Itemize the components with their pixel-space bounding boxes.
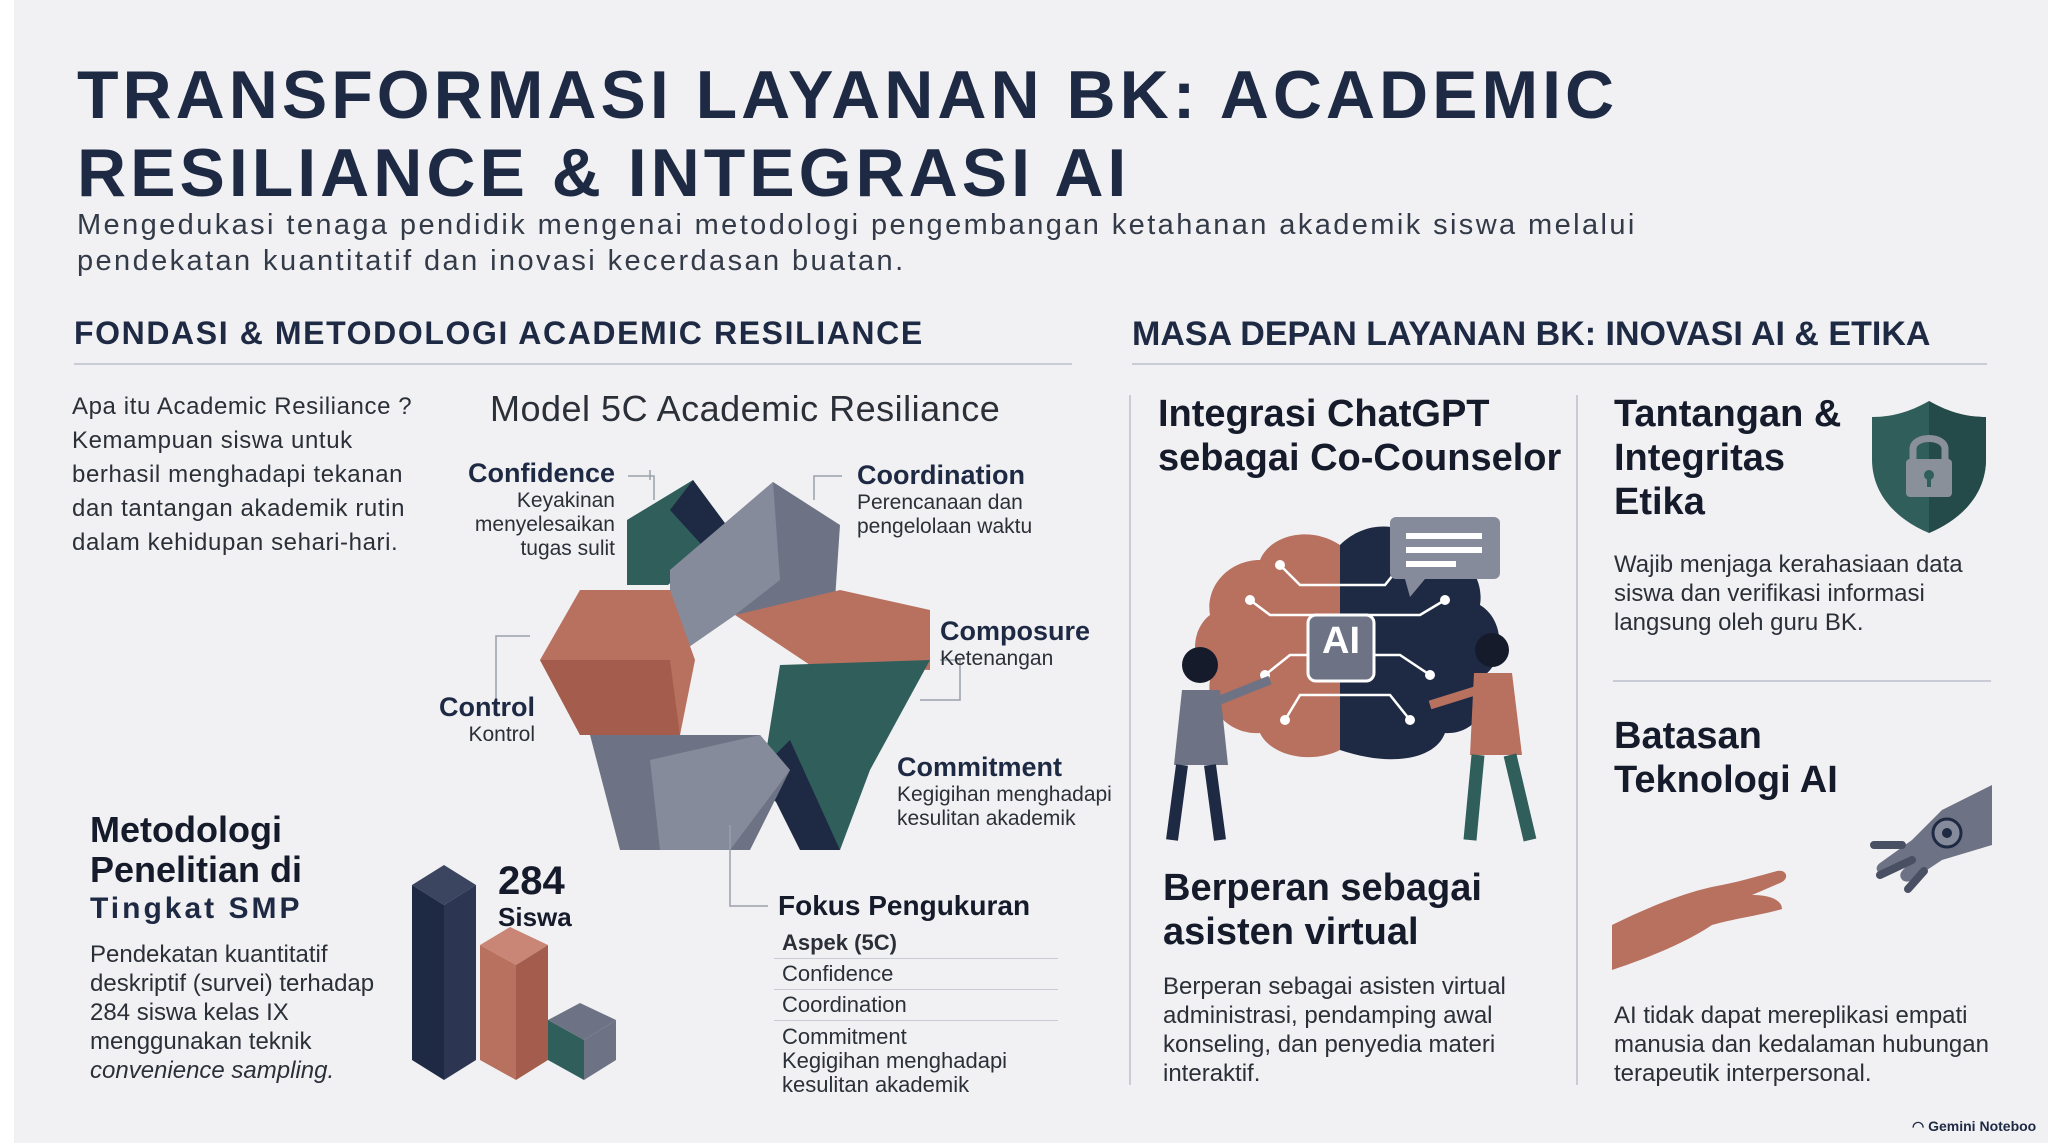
chatgpt-title: Integrasi ChatGPT sebagai Co-Counselor bbox=[1158, 393, 1562, 479]
limits-title: Batasan Teknologi AI bbox=[1614, 715, 1838, 801]
shield-lock-icon bbox=[1870, 397, 1988, 535]
focus-table-header: Aspek (5C) bbox=[774, 928, 1058, 959]
methodology-block bbox=[90, 810, 420, 1085]
label-composure: Composure Ketenangan bbox=[940, 616, 1091, 670]
sample-count: 284 bbox=[498, 859, 565, 903]
page-subtitle: Mengedukasi tenaga pendidik mengenai metodologi pengembangan ketahanan akademik siswa melalui pendekatan kuantitatif dan inovasi kecerdasan buatan. bbox=[77, 209, 1637, 277]
label-coordination: Coordination Perencanaan dan pengelolaan waktu bbox=[857, 460, 1033, 538]
focus-table bbox=[774, 928, 1058, 1097]
sample-count-unit: Siswa bbox=[498, 902, 572, 932]
ai-chip-label: AI bbox=[1322, 620, 1360, 662]
gemini-watermark: ◠ Gemini Noteboo bbox=[1912, 1118, 2037, 1134]
label-commitment: Commitment Kegigihan menghadapi kesulitan akademik bbox=[897, 752, 1112, 830]
methodology-title-1: Metodologi bbox=[90, 809, 282, 850]
right-divider-left bbox=[1129, 395, 1131, 1085]
right-divider-horizontal bbox=[1613, 680, 1991, 682]
page-title: TRANSFORMASI LAYANAN BK: ACADEMIC RESILIANCE & INTEGRASI AI bbox=[77, 57, 1619, 211]
focus-table-row: Commitment Kegigihan menghadapi kesulitan akademik bbox=[782, 1024, 1008, 1097]
focus-table-row: Coordination bbox=[774, 990, 1058, 1021]
definition-text: Apa itu Academic Resiliance ? Kemampuan siswa untuk berhasil menghadapi tekanan dan tantangan akademik rutin dalam kehidupan sehari-hari. bbox=[72, 393, 413, 556]
role-text: Berperan sebagai asisten virtual administrasi, pendamping awal konseling, dan penyedia materi interaktif. bbox=[1163, 973, 1506, 1087]
watermark-icon: ◠ bbox=[1912, 1118, 1925, 1134]
model-title: Model 5C Academic Resiliance bbox=[490, 388, 1001, 429]
label-control: Control Kontrol bbox=[439, 692, 535, 746]
methodology-text: Pendekatan kuantitatif deskriptif (survei) terhadap 284 siswa kelas IX menggunakan teknik convenience sampling. bbox=[90, 941, 375, 1084]
focus-title: Fokus Pengukuran bbox=[778, 890, 1031, 921]
focus-table-row: Confidence bbox=[774, 959, 1058, 990]
right-section-heading: MASA DEPAN LAYANAN BK: INOVASI AI & ETIKA bbox=[1132, 315, 1931, 353]
right-section-rule bbox=[1132, 363, 1987, 365]
limits-text: AI tidak dapat mereplikasi empati manusia dan kedalaman hubungan terapeutik interpersonal. bbox=[1614, 1002, 1989, 1087]
ai-brain-illustration bbox=[1160, 505, 1540, 850]
left-section-heading: FONDASI & METODOLOGI ACADEMIC RESILIANCE bbox=[74, 315, 924, 351]
human-robot-hands-icon bbox=[1612, 785, 1992, 985]
ethics-title: Tantangan & Integritas Etika bbox=[1614, 393, 1842, 523]
methodology-title-2: Penelitian di bbox=[90, 849, 303, 890]
ethics-text: Wajib menjaga kerahasiaan data siswa dan verifikasi informasi langsung oleh guru BK. bbox=[1614, 551, 1963, 636]
label-confidence: Confidence Keyakinan menyelesaikan tugas sulit bbox=[467, 458, 615, 560]
role-title: Berperan sebagai asisten virtual bbox=[1163, 867, 1482, 953]
methodology-text-italic: convenience sampling. bbox=[90, 1057, 335, 1084]
methodology-title-3: Tingkat SMP bbox=[90, 892, 303, 925]
right-divider-middle bbox=[1576, 395, 1578, 1085]
